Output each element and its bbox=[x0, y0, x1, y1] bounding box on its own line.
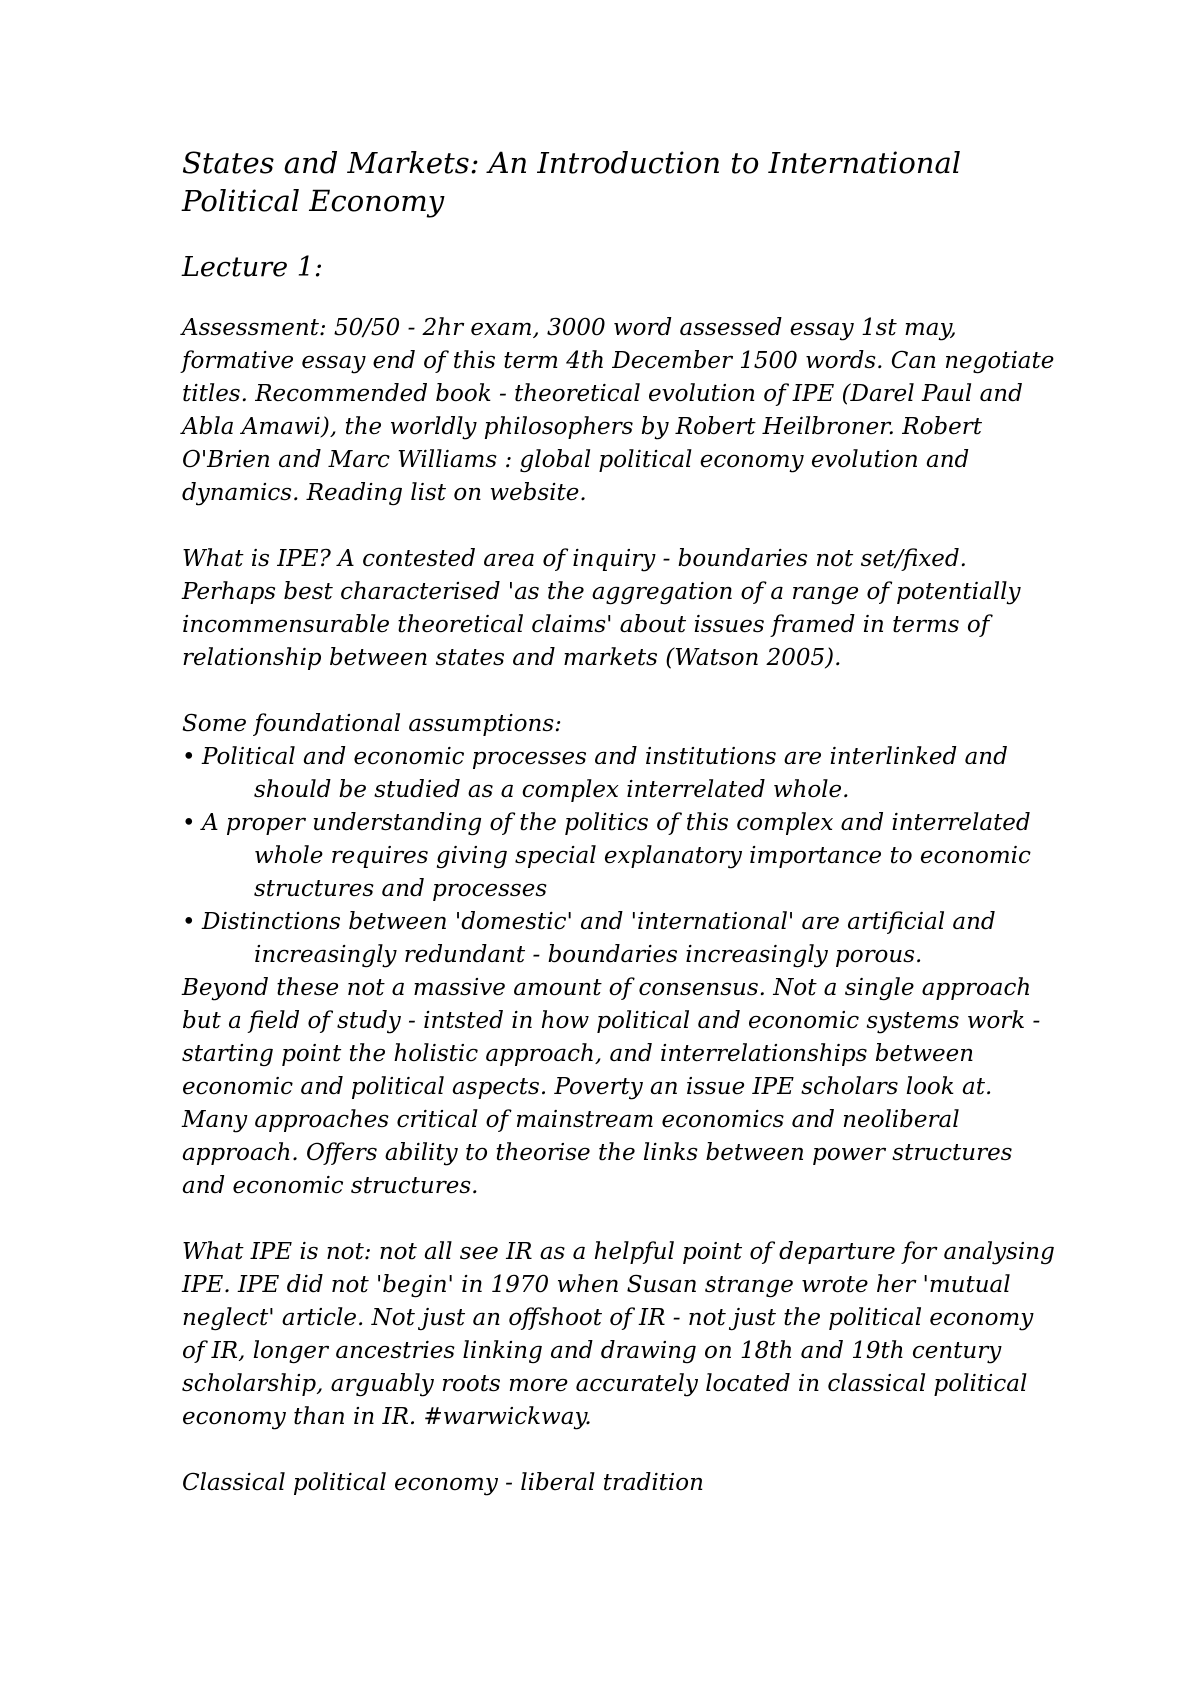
list-item bbox=[182, 741, 1062, 807]
list-item bbox=[182, 906, 1062, 972]
document-body bbox=[182, 144, 1062, 1500]
assumption-text: A proper understanding of the politics of this complex and interrelated whole requires giving special explanatory importance to economic structures and processes bbox=[202, 810, 1031, 902]
bullet-icon: • bbox=[182, 744, 196, 770]
bullet-icon: • bbox=[182, 810, 196, 836]
assessment-paragraph: Assessment: 50/50 - 2hr exam, 3000 word assessed essay 1st may, formative essay end of this term 4th December 1500 words. Can negotiate titles. Recommended book - theoretical evolution of IPE (Darel Paul and Abla Amawi), the worldly philosophers by Robert Heilbroner. Robert O'Brien and Marc Williams : global political economy evolution and dynamics. Reading list on website. bbox=[182, 315, 1055, 506]
document-title: States and Markets: An Introduction to International Political Economy bbox=[182, 146, 962, 218]
classical-heading: Classical political economy - liberal tradition bbox=[182, 1470, 704, 1496]
what-ipe-is-not-paragraph: What IPE is not: not all see IR as a helpful point of departure for analysing IPE. IPE did not 'begin' in 1970 when Susan strange wrote her 'mutual neglect' article. Not just an offshoot of IR - not just the political economy of IR, longer ancestries linking and drawing on 18th and 19th century scholarship, arguably roots more accurately located in classical political economy than in IR. #warwickway. bbox=[182, 1239, 1055, 1430]
bullet-icon: • bbox=[182, 909, 196, 935]
assumptions-list bbox=[182, 741, 1062, 972]
list-item bbox=[182, 807, 1062, 906]
lecture-heading: Lecture 1: bbox=[182, 252, 324, 283]
assumption-text: Distinctions between 'domestic' and 'international' are artificial and increasingly redundant - boundaries increasingly porous. bbox=[202, 909, 996, 968]
assumption-text: Political and economic processes and institutions are interlinked and should be studied as a complex interrelated whole. bbox=[202, 744, 1008, 803]
assumptions-heading: Some foundational assumptions: bbox=[182, 711, 562, 737]
what-is-ipe-paragraph: What is IPE? A contested area of inquiry - boundaries not set/fixed. Perhaps best characterised 'as the aggregation of a range of potentially incommensurable theoretical claims' about issues framed in terms of relationship between states and markets (Watson 2005). bbox=[182, 546, 1021, 671]
beyond-paragraph: Beyond these not a massive amount of consensus. Not a single approach but a field of study - intsted in how political and economic systems work - starting point the holistic approach, and interrelationships between economic and political aspects. Poverty an issue IPE scholars look at. Many approaches critical of mainstream economics and neoliberal approach. Offers ability to theorise the links between power structures and economic structures. bbox=[182, 975, 1041, 1199]
